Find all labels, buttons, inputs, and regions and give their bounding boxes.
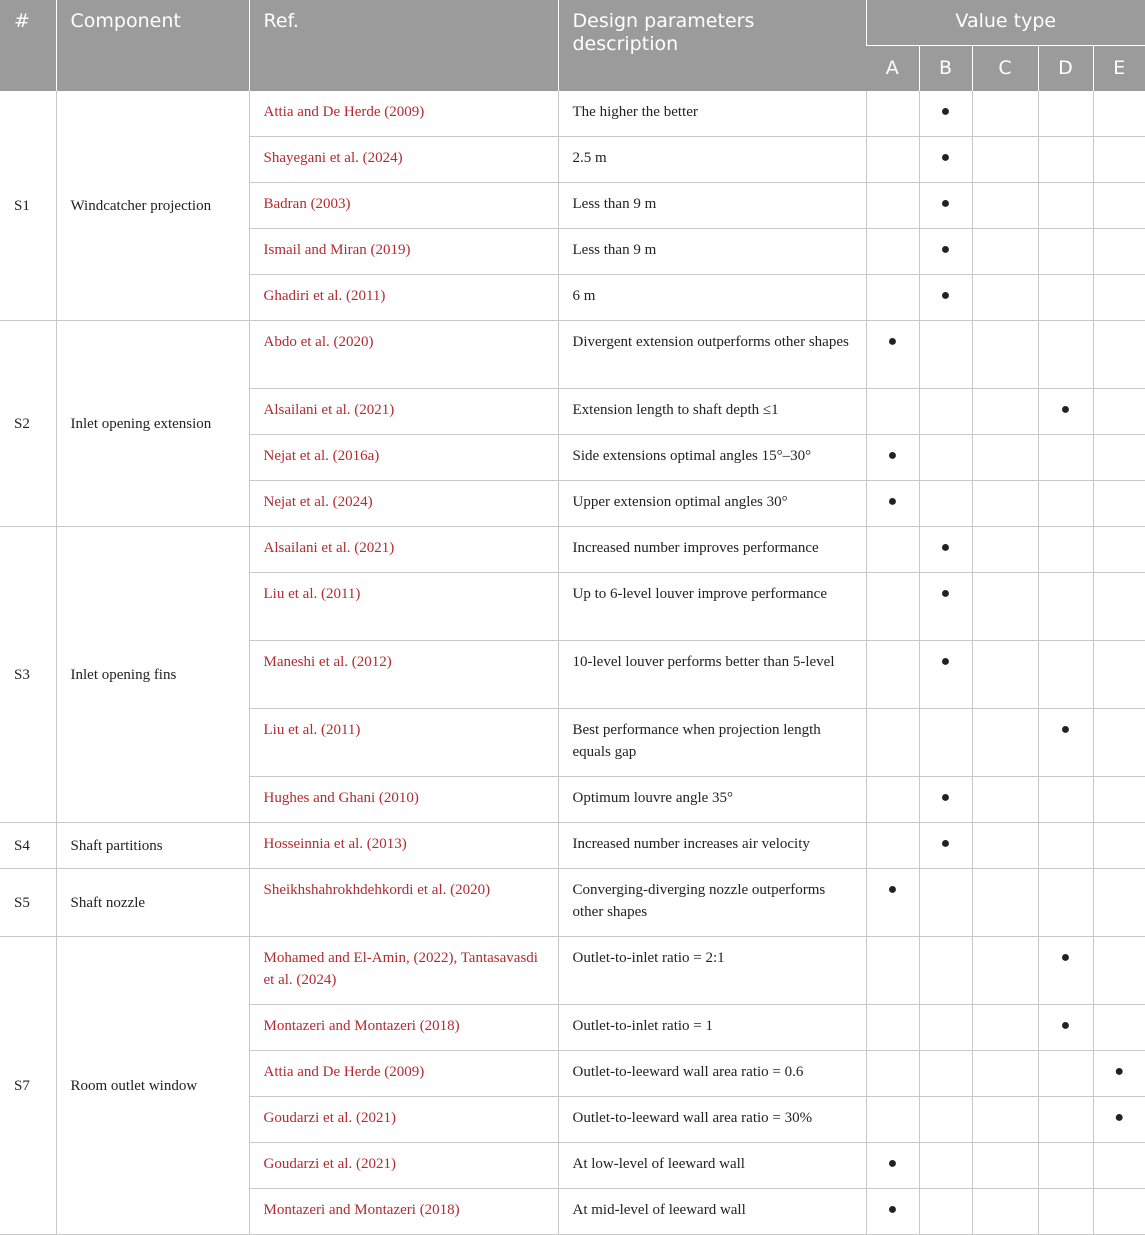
value-type-c-cell — [972, 527, 1038, 573]
value-type-d-cell — [1038, 777, 1093, 823]
header-type-d: D — [1038, 46, 1093, 92]
value-type-e-cell — [1093, 641, 1145, 709]
reference-link[interactable]: Maneshi et al. (2012) — [249, 641, 558, 709]
value-type-c-cell — [972, 1189, 1038, 1235]
header-type-e: E — [1093, 46, 1145, 92]
value-type-d-cell — [1038, 1005, 1093, 1051]
parameter-description: Outlet-to-leeward wall area ratio = 30% — [558, 1097, 866, 1143]
bullet-mark-icon: ● — [1060, 401, 1071, 418]
reference-link[interactable]: Liu et al. (2011) — [249, 573, 558, 641]
reference-link[interactable]: Abdo et al. (2020) — [249, 321, 558, 389]
value-type-c-cell — [972, 1097, 1038, 1143]
value-type-a-cell — [866, 1143, 919, 1189]
component-name: Shaft partitions — [56, 823, 249, 869]
parameter-description: Divergent extension outperforms other shapes — [558, 321, 866, 389]
component-name: Room outlet window — [56, 937, 249, 1235]
reference-link[interactable]: Ghadiri et al. (2011) — [249, 275, 558, 321]
reference-link[interactable]: Nejat et al. (2016a) — [249, 435, 558, 481]
reference-link[interactable]: Montazeri and Montazeri (2018) — [249, 1189, 558, 1235]
value-type-d-cell — [1038, 573, 1093, 641]
value-type-a-cell — [866, 183, 919, 229]
value-type-c-cell — [972, 137, 1038, 183]
value-type-a-cell — [866, 389, 919, 435]
value-type-c-cell — [972, 937, 1038, 1005]
bullet-mark-icon: ● — [1114, 1063, 1125, 1080]
parameter-description: Side extensions optimal angles 15°–30° — [558, 435, 866, 481]
value-type-e-cell — [1093, 1005, 1145, 1051]
value-type-c-cell — [972, 389, 1038, 435]
value-type-d-cell — [1038, 1143, 1093, 1189]
reference-link[interactable]: Attia and De Herde (2009) — [249, 91, 558, 137]
row-id: S5 — [0, 869, 56, 937]
value-type-e-cell — [1093, 1051, 1145, 1097]
parameter-description: Less than 9 m — [558, 183, 866, 229]
value-type-c-cell — [972, 823, 1038, 869]
table-row — [0, 937, 1145, 1005]
value-type-e-cell — [1093, 321, 1145, 389]
value-type-b-cell — [919, 481, 972, 527]
value-type-d-cell — [1038, 937, 1093, 1005]
table-row — [0, 321, 1145, 389]
reference-link[interactable]: Hosseinnia et al. (2013) — [249, 823, 558, 869]
table-row — [0, 869, 1145, 937]
reference-link[interactable]: Hughes and Ghani (2010) — [249, 777, 558, 823]
value-type-b-cell — [919, 527, 972, 573]
value-type-b-cell — [919, 91, 972, 137]
parameter-description: Outlet-to-inlet ratio = 2:1 — [558, 937, 866, 1005]
value-type-a-cell — [866, 229, 919, 275]
value-type-e-cell — [1093, 137, 1145, 183]
value-type-c-cell — [972, 573, 1038, 641]
value-type-b-cell — [919, 1051, 972, 1097]
header-num: # — [0, 0, 56, 91]
reference-link[interactable]: Alsailani et al. (2021) — [249, 389, 558, 435]
value-type-d-cell — [1038, 91, 1093, 137]
parameter-description: At low-level of leeward wall — [558, 1143, 866, 1189]
value-type-e-cell — [1093, 481, 1145, 527]
value-type-d-cell — [1038, 183, 1093, 229]
value-type-c-cell — [972, 275, 1038, 321]
value-type-a-cell — [866, 435, 919, 481]
value-type-c-cell — [972, 91, 1038, 137]
value-type-a-cell — [866, 1189, 919, 1235]
value-type-c-cell — [972, 777, 1038, 823]
value-type-a-cell — [866, 641, 919, 709]
value-type-e-cell — [1093, 573, 1145, 641]
value-type-e-cell — [1093, 435, 1145, 481]
value-type-b-cell — [919, 435, 972, 481]
bullet-mark-icon: ● — [940, 103, 951, 120]
value-type-e-cell — [1093, 1189, 1145, 1235]
bullet-mark-icon: ● — [940, 287, 951, 304]
component-name: Inlet opening fins — [56, 527, 249, 823]
value-type-a-cell — [866, 275, 919, 321]
header-component: Component — [56, 0, 249, 91]
value-type-e-cell — [1093, 527, 1145, 573]
value-type-b-cell — [919, 321, 972, 389]
table-row — [0, 91, 1145, 137]
bullet-mark-icon: ● — [940, 585, 951, 602]
component-name: Shaft nozzle — [56, 869, 249, 937]
value-type-c-cell — [972, 641, 1038, 709]
table-body — [0, 91, 1145, 1235]
reference-link[interactable]: Liu et al. (2011) — [249, 709, 558, 777]
value-type-c-cell — [972, 321, 1038, 389]
reference-link[interactable]: Goudarzi et al. (2021) — [249, 1143, 558, 1189]
table-row — [0, 823, 1145, 869]
table-row — [0, 527, 1145, 573]
reference-link[interactable]: Alsailani et al. (2021) — [249, 527, 558, 573]
row-id: S4 — [0, 823, 56, 869]
value-type-e-cell — [1093, 275, 1145, 321]
parameter-description: Outlet-to-leeward wall area ratio = 0.6 — [558, 1051, 866, 1097]
parameter-description: The higher the better — [558, 91, 866, 137]
parameter-description: 10-level louver performs better than 5-level — [558, 641, 866, 709]
value-type-d-cell — [1038, 435, 1093, 481]
value-type-c-cell — [972, 183, 1038, 229]
reference-link[interactable]: Attia and De Herde (2009) — [249, 1051, 558, 1097]
value-type-b-cell — [919, 573, 972, 641]
bullet-mark-icon: ● — [940, 539, 951, 556]
value-type-d-cell — [1038, 869, 1093, 937]
table-header — [0, 0, 1145, 91]
parameter-description: Converging-diverging nozzle outperforms other shapes — [558, 869, 866, 937]
value-type-b-cell — [919, 389, 972, 435]
value-type-b-cell — [919, 229, 972, 275]
parameter-description: Extension length to shaft depth ≤1 — [558, 389, 866, 435]
value-type-e-cell — [1093, 1097, 1145, 1143]
value-type-a-cell — [866, 937, 919, 1005]
value-type-d-cell — [1038, 823, 1093, 869]
value-type-d-cell — [1038, 641, 1093, 709]
reference-link[interactable]: Badran (2003) — [249, 183, 558, 229]
parameter-description: Best performance when projection length equals gap — [558, 709, 866, 777]
value-type-b-cell — [919, 275, 972, 321]
parameter-description: Less than 9 m — [558, 229, 866, 275]
bullet-mark-icon: ● — [887, 881, 898, 898]
value-type-e-cell — [1093, 937, 1145, 1005]
value-type-b-cell — [919, 641, 972, 709]
reference-link[interactable]: Sheikhshahrokhdehkordi et al. (2020) — [249, 869, 558, 937]
value-type-b-cell — [919, 1189, 972, 1235]
bullet-mark-icon: ● — [1060, 949, 1071, 966]
parameter-description: Up to 6-level louver improve performance — [558, 573, 866, 641]
reference-link[interactable]: Montazeri and Montazeri (2018) — [249, 1005, 558, 1051]
parameter-description: 2.5 m — [558, 137, 866, 183]
value-type-d-cell — [1038, 229, 1093, 275]
bullet-mark-icon: ● — [887, 1201, 898, 1218]
value-type-c-cell — [972, 1051, 1038, 1097]
value-type-c-cell — [972, 435, 1038, 481]
header-value-type: Value type — [866, 0, 1145, 46]
bullet-mark-icon: ● — [1114, 1109, 1125, 1126]
value-type-b-cell — [919, 1143, 972, 1189]
header-description: Design parameters description — [558, 0, 866, 91]
bullet-mark-icon: ● — [940, 653, 951, 670]
bullet-mark-icon: ● — [887, 493, 898, 510]
reference-link[interactable]: Shayegani et al. (2024) — [249, 137, 558, 183]
value-type-d-cell — [1038, 1097, 1093, 1143]
bullet-mark-icon: ● — [887, 447, 898, 464]
value-type-b-cell — [919, 1097, 972, 1143]
value-type-e-cell — [1093, 91, 1145, 137]
header-ref: Ref. — [249, 0, 558, 91]
value-type-c-cell — [972, 229, 1038, 275]
value-type-a-cell — [866, 1051, 919, 1097]
bullet-mark-icon: ● — [1060, 1017, 1071, 1034]
value-type-e-cell — [1093, 389, 1145, 435]
value-type-b-cell — [919, 869, 972, 937]
parameter-description: 6 m — [558, 275, 866, 321]
value-type-a-cell — [866, 709, 919, 777]
bullet-mark-icon: ● — [940, 789, 951, 806]
value-type-a-cell — [866, 1005, 919, 1051]
value-type-e-cell — [1093, 183, 1145, 229]
value-type-b-cell — [919, 823, 972, 869]
value-type-a-cell — [866, 91, 919, 137]
value-type-a-cell — [866, 481, 919, 527]
row-id: S3 — [0, 527, 56, 823]
value-type-a-cell — [866, 869, 919, 937]
value-type-a-cell — [866, 1097, 919, 1143]
value-type-d-cell — [1038, 389, 1093, 435]
parameter-description: Optimum louvre angle 35° — [558, 777, 866, 823]
header-type-b: B — [919, 46, 972, 92]
value-type-b-cell — [919, 777, 972, 823]
value-type-d-cell — [1038, 275, 1093, 321]
row-id: S2 — [0, 321, 56, 527]
value-type-b-cell — [919, 937, 972, 1005]
bullet-mark-icon: ● — [940, 835, 951, 852]
bullet-mark-icon: ● — [887, 333, 898, 350]
parameter-description: Increased number improves performance — [558, 527, 866, 573]
row-id: S1 — [0, 91, 56, 321]
bullet-mark-icon: ● — [887, 1155, 898, 1172]
value-type-d-cell — [1038, 321, 1093, 389]
value-type-c-cell — [972, 1143, 1038, 1189]
value-type-e-cell — [1093, 869, 1145, 937]
value-type-c-cell — [972, 1005, 1038, 1051]
value-type-c-cell — [972, 869, 1038, 937]
header-type-a: A — [866, 46, 919, 92]
row-id: S7 — [0, 937, 56, 1235]
value-type-b-cell — [919, 183, 972, 229]
component-name: Windcatcher projection — [56, 91, 249, 321]
value-type-a-cell — [866, 527, 919, 573]
value-type-b-cell — [919, 137, 972, 183]
value-type-a-cell — [866, 823, 919, 869]
bullet-mark-icon: ● — [1060, 721, 1071, 738]
component-name: Inlet opening extension — [56, 321, 249, 527]
value-type-a-cell — [866, 777, 919, 823]
parameter-description: Upper extension optimal angles 30° — [558, 481, 866, 527]
value-type-a-cell — [866, 137, 919, 183]
value-type-d-cell — [1038, 481, 1093, 527]
bullet-mark-icon: ● — [940, 241, 951, 258]
value-type-e-cell — [1093, 229, 1145, 275]
parameter-description: Outlet-to-inlet ratio = 1 — [558, 1005, 866, 1051]
value-type-b-cell — [919, 1005, 972, 1051]
value-type-e-cell — [1093, 777, 1145, 823]
value-type-d-cell — [1038, 709, 1093, 777]
parameter-description: Increased number increases air velocity — [558, 823, 866, 869]
value-type-e-cell — [1093, 823, 1145, 869]
header-type-c: C — [972, 46, 1038, 92]
bullet-mark-icon: ● — [940, 195, 951, 212]
value-type-d-cell — [1038, 1051, 1093, 1097]
value-type-d-cell — [1038, 137, 1093, 183]
reference-link[interactable]: Mohamed and El-Amin, (2022), Tantasavasdi et al. (2024) — [249, 937, 558, 1005]
value-type-d-cell — [1038, 1189, 1093, 1235]
reference-link[interactable]: Goudarzi et al. (2021) — [249, 1097, 558, 1143]
value-type-c-cell — [972, 709, 1038, 777]
reference-link[interactable]: Ismail and Miran (2019) — [249, 229, 558, 275]
value-type-b-cell — [919, 709, 972, 777]
value-type-e-cell — [1093, 1143, 1145, 1189]
reference-link[interactable]: Nejat et al. (2024) — [249, 481, 558, 527]
value-type-e-cell — [1093, 709, 1145, 777]
parameter-description: At mid-level of leeward wall — [558, 1189, 866, 1235]
value-type-a-cell — [866, 573, 919, 641]
value-type-c-cell — [972, 481, 1038, 527]
value-type-a-cell — [866, 321, 919, 389]
value-type-d-cell — [1038, 527, 1093, 573]
bullet-mark-icon: ● — [940, 149, 951, 166]
